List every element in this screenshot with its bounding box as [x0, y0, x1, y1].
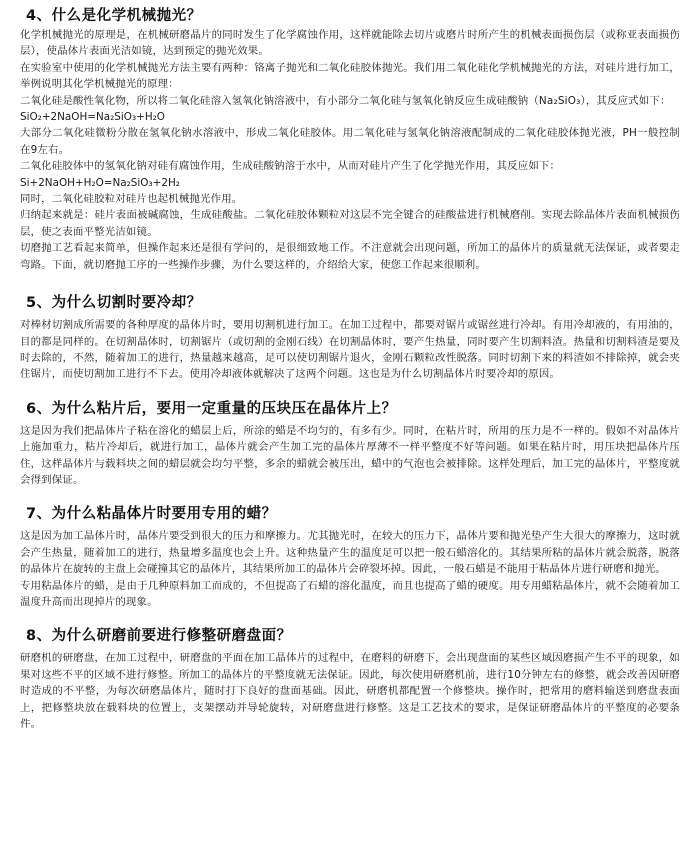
- paragraph: 在实验室中使用的化学机械抛光方法主要有两种：铬离子抛光和二氧化硅胶体抛光。我们用二氧化硅化学机械抛光的方法，对硅片进行加工，举例说明其化学机械抛光的原理：: [20, 61, 680, 91]
- section-heading: 7、为什么粘晶体片时要用专用的蜡？: [26, 506, 277, 523]
- section-heading: 4、什么是化学机械抛光？: [26, 8, 202, 24]
- chemical-equation: Si+2NaOH+H₂O=Na₂SiO₃+2H₂: [20, 176, 180, 189]
- chemical-equation: SiO₂+2NaOH=Na₂SiO₃+H₂O: [20, 111, 165, 124]
- section-heading: 6、为什么粘片后，要用一定重量的压块压在晶体片上？: [26, 400, 397, 417]
- paragraph: 切磨抛工艺看起来简单，但操作起来还是很有学问的，是很细致地工作。不注意就会出现问题，所加工的晶体片的质量就无法保证，或者要走弯路。下面，就切磨抛工序的一些操作步骤，为什么要这样的，介绍给大家，使您工作起来很顺利。: [20, 242, 680, 271]
- paragraph: 对棒材切割成所需要的各种厚度的晶体片时，要用切割机进行加工。在加工过程中，都要对锯片或锯丝进行冷却。有用冷却液的，有用油的，目的都是同样的。在切割晶体时，切割锯片（或切割的金刚石线）在切割晶体时，要产生热量，同时要产生切割料渣。热量和切割料渣是要及时去除的，不然，随着加工的进行，热量越来越高，足可以使切割锯片退火，金刚石颗粒改性脱落。同时切割下来的料渣如不排除掉，就会夹住锯片，而使切割加工进行不下去。使用冷却液体就解决了这两个问题。这也是为什么切割晶体片时要冷却的原因。: [20, 319, 680, 381]
- section-special-wax: [20, 502, 680, 610]
- paragraph: 化学机械抛光的原理是，在机械研磨晶片的同时发生了化学腐蚀作用，这样就能除去切片或磨片时所产生的机械表面损伤层（或称亚表面损伤层），使晶体片表面光洁如镜，达到预定的抛光效果。: [20, 29, 680, 58]
- section-heading: 8、为什么研磨前要进行修整研磨盘面？: [26, 628, 292, 645]
- paragraph: 这是因为我们把晶体片子粘在溶化的蜡层上后，所涂的蜡是不均匀的，有多有少。同时，在粘片时，所用的压力是不一样的。假如不对晶体片上施加重力，粘片冷却后，就进行加工，晶体片就会产生加工完的晶体片厚薄不一样平整度不好等问题。如果在粘片时，用压块把晶体片压住，这样晶体片与载料块之间的蜡层就会均匀平整，多余的蜡就会被压出，蜡中的气泡也会被排除。这样处理后，加工完的晶体片，平整度就会得到保证。: [20, 424, 680, 486]
- section-dressing-lapping-plate: [20, 624, 680, 732]
- paragraph: 同时，二氧化硅胶粒对硅片也起机械抛光作用。: [20, 193, 243, 206]
- paragraph: 大部分二氧化硅微粉分散在氢氧化钠水溶液中，形成二氧化硅胶体。用二氧化硅与氢氧化钠溶液配制成的二氧化硅胶体抛光液，PH一般控制在9左右。: [20, 127, 680, 156]
- paragraph: 二氧化硅胶体中的氢氧化钠对硅有腐蚀作用，生成硅酸钠溶于水中，从而对硅片产生了化学抛光作用，其反应如下：: [20, 160, 561, 173]
- paragraph: 归纳起来就是：硅片表面被碱腐蚀，生成硅酸盐。二氧化硅胶体颗粒对这层不完全键合的硅酸盐进行机械磨削。实现去除晶体片表面机械损伤层，使之表面平整光洁如镜。: [20, 209, 680, 238]
- section-cooling-when-cutting: [20, 291, 680, 383]
- section-heading: 5、为什么切割时要冷却？: [26, 295, 202, 312]
- paragraph: 这是因为加工晶体片时，晶体片要受到很大的压力和摩擦力。尤其抛光时，在较大的压力下，晶体片要和抛光垫产生大很大的摩擦力，这时就会产生热量，随着加工的进行，热量增多温度也会上升。这种热量产生的温度足可以把一般石蜡溶化的。其结果所粘的晶体片就会脱落，脱落的晶体片在旋转的主盘上会碰撞其它的晶体片，其结果所加工的晶体片会碎裂坏掉。因此，一般石蜡是不能用于粘晶体片进行研磨和抛光。: [20, 530, 680, 576]
- paragraph: 专用粘晶体片的蜡，是由于几种原料加工而成的，不但提高了石蜡的溶化温度，而且也提高了蜡的硬度。用专用蜡粘晶体片，就不会随着加工温度升高而出现掉片的现象。: [20, 579, 680, 608]
- paragraph: 研磨机的研磨盘，在加工过程中，研磨盘的平面在加工晶体片的过程中，在磨料的研磨下，会出现盘面的某些区域因磨损产生不平的现象，如果对这些不平的区域不进行修整。所加工的晶体片的平整度就无法保证。因此，每次使用研磨机前，进行10分钟左右的修整，就会改善因研磨时造成的不平整，为每次研磨晶体片，随时打下良好的盘面基础。因此，研磨机都配置一个修整块。操作时，把常用的磨料输送到磨盘表面上，把修整块放在载料块的位置上，支架摆动并导轮旋转，对研磨盘进行修整。这是工艺技术的要求，是保证研磨晶体片的平整度的必要条件。: [20, 652, 680, 730]
- section-chemical-mechanical-polishing: [20, 4, 680, 273]
- paragraph: 二氧化硅是酸性氧化物，所以将二氧化硅溶入氢氧化钠溶液中，有小部分二氧化硅与氢氧化钠反应生成硅酸钠（Na₂SiO₃），其反应式如下：: [20, 94, 671, 107]
- section-pressing-block: [20, 397, 680, 489]
